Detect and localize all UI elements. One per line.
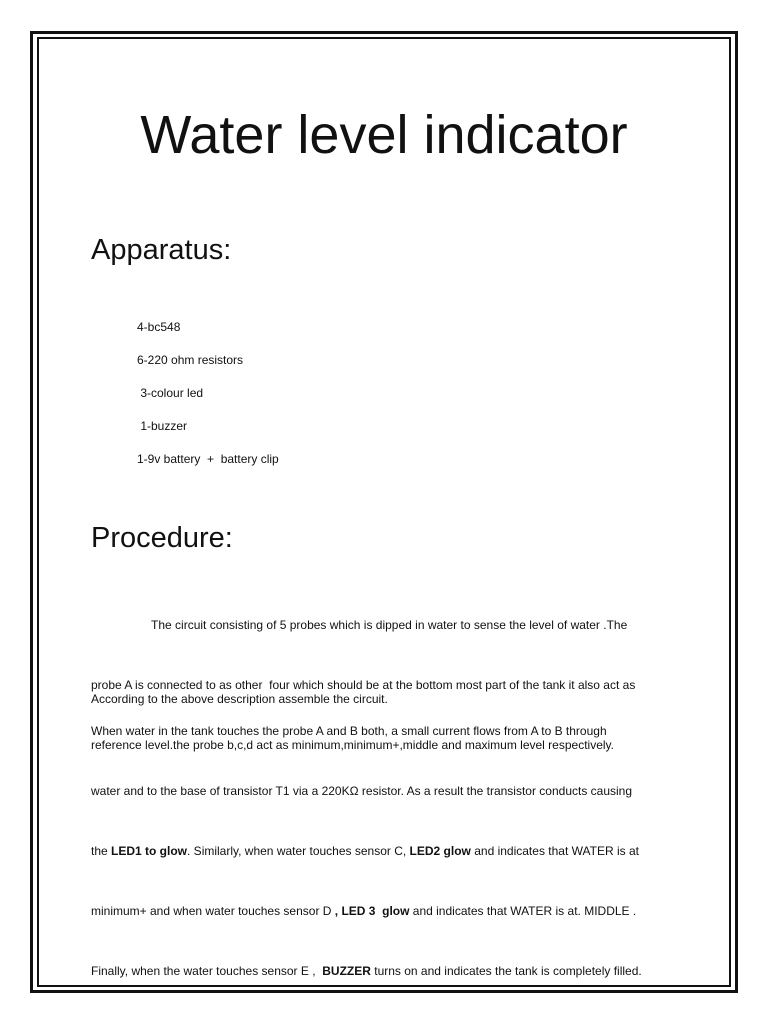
procedure-paragraph-3	[91, 681, 691, 1001]
document-title: Water level indicator	[140, 105, 628, 165]
paragraph-line	[91, 901, 691, 921]
bold-led2-text: LED2 glow	[409, 844, 471, 858]
paragraph-line: The circuit consisting of 5 probes which is dipped in water to sense the level of water .The	[91, 618, 628, 632]
text-run: and indicates that WATER is at	[470, 844, 639, 858]
paragraph-line: water and to the base of transistor T1 via a 220KΩ resistor. As a result the transistor conducts causing	[91, 784, 633, 798]
apparatus-list	[137, 319, 279, 484]
text-run: and indicates that WATER is at. MIDDLE .	[409, 904, 637, 918]
paragraph-line: According to the above description assemble the circuit.	[91, 692, 388, 706]
apparatus-item: 6-220 ohm resistors	[137, 353, 244, 367]
text-run: the	[91, 844, 112, 858]
paragraph-line: probe A is connected to as other four which should be at the bottom most part of the tank it also act as	[91, 678, 636, 692]
bold-led1-text: LED1 to glow	[111, 844, 188, 858]
paragraph-line: reference level.the probe b,c,d act as minimum,minimum+,middle and maximum level respectively.	[91, 738, 614, 752]
paragraph-line	[91, 961, 691, 981]
text-run: turns on and indicates the tank is completely filled.	[370, 964, 642, 978]
apparatus-item: 3-colour led	[137, 386, 204, 400]
text-run: Finally, when the water touches sensor E ,	[91, 964, 323, 978]
bold-led3-text: , LED 3 glow	[334, 904, 410, 918]
paragraph-line: When water in the tank touches the probe A and B both, a small current flows from A to B through	[91, 724, 607, 738]
apparatus-heading: Apparatus:	[91, 234, 232, 266]
procedure-heading: Procedure:	[91, 522, 233, 554]
paragraph-line	[91, 841, 691, 861]
bold-buzzer-text: BUZZER	[322, 964, 371, 978]
text-run: minimum+ and when water touches sensor D	[91, 904, 335, 918]
text-run: . Similarly, when water touches sensor C,	[187, 844, 410, 858]
apparatus-item: 4-bc548	[137, 320, 181, 334]
apparatus-item: 1-buzzer	[137, 419, 188, 433]
apparatus-item: 1-9v battery + battery clip	[137, 452, 279, 466]
